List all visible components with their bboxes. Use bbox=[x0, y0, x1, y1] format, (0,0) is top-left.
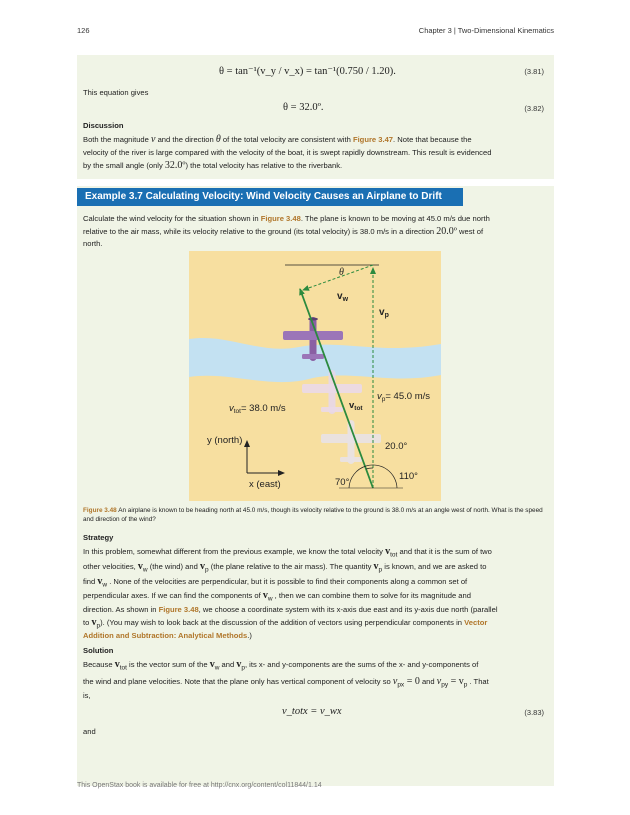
discussion-paragraph-line-2: velocity of the river is large compared with the velocity of the boat, it is swept rapidly downstream. This result is evidenced bbox=[83, 148, 492, 157]
vp-value-label: $v_p= 45.0$ m/s bbox=[377, 391, 430, 403]
footer-text: This OpenStax book is available for free at http://cnx.org/content/col11844/1.14 bbox=[77, 782, 322, 789]
vector-addition-link[interactable]: Vector bbox=[464, 618, 488, 627]
equation-3-81-number: (3.81) bbox=[524, 67, 544, 76]
angle-70-label: 70° bbox=[335, 477, 350, 488]
solution-line-1: Because $v_{tot}$ is the vector sum of the $v_w$ and $v_p$, its x- and y-components are the sums of the x- and y-components of bbox=[83, 659, 479, 672]
vp-label: $v_p$ bbox=[379, 307, 389, 319]
discussion-paragraph-line-1: Both the magnitude v and the direction θ of the total velocity are consistent with Figure 3.47. Note that because the bbox=[83, 134, 472, 145]
equation-3-83-number: (3.83) bbox=[524, 708, 544, 717]
strategy-line-2: other velocities, $v_w$ (the wind) and $v_p$ (the plane relative to the air mass). The quantity $v_p$ is known, and we are asked to bbox=[83, 561, 487, 574]
figure-3-48-link-2[interactable]: Figure 3.48 bbox=[158, 605, 199, 614]
figure-3-48-link[interactable]: Figure 3.48 bbox=[260, 214, 301, 223]
y-axis-label: y (north) bbox=[207, 435, 243, 446]
equation-3-81: θ = tan⁻¹(v_y / v_x) = tan⁻¹(0.750 / 1.20). bbox=[219, 66, 396, 77]
vw-label: $v_w$ bbox=[337, 291, 349, 303]
angle-20-label: 20.0° bbox=[385, 441, 408, 452]
chapter-title: Chapter 3 | Two-Dimensional Kinematics bbox=[418, 26, 554, 35]
example-title: Example 3.7 Calculating Velocity: Wind Velocity Causes an Airplane to Drift bbox=[85, 191, 442, 202]
figure-caption: Figure 3.48 An airplane is known to be heading north at 45.0 m/s, though its velocity relative to the ground is 38.0 m/s at an angle west of north. What is the speed and direction of the wind? bbox=[83, 507, 543, 523]
solution-line-3: is, bbox=[83, 691, 91, 700]
discussion-panel bbox=[77, 55, 554, 179]
example-panel bbox=[77, 186, 554, 786]
x-axis-label: x (east) bbox=[249, 479, 281, 490]
vtot-mid-label: $v_{tot}$ bbox=[349, 400, 363, 412]
solution-line-2: the wind and plane velocities. Note that the plane only has vertical component of velocity so $v_{px} = 0$ and $v_{py} = v_p$ . That bbox=[83, 676, 489, 689]
equation-3-83: v_totx = v_wx bbox=[282, 706, 342, 717]
example-intro-line-1: Calculate the wind velocity for the situation shown in Figure 3.48. The plane is known to be moving at 45.0 m/s due north bbox=[83, 214, 490, 223]
strategy-line-6: to $v_p$). (You may wish to look back at the discussion of the addition of vectors using perpendicular components in Vector bbox=[83, 617, 488, 630]
vtot-value-label: $v_{tot}= 38.0$ m/s bbox=[229, 403, 286, 415]
example-intro-line-3: north. bbox=[83, 239, 103, 248]
figure-3-47-link[interactable]: Figure 3.47 bbox=[352, 135, 394, 144]
equation-3-82: θ = 32.0º. bbox=[283, 102, 324, 113]
example-title-bar bbox=[77, 188, 463, 206]
figure-3-48 bbox=[189, 251, 441, 501]
vector-addition-link-cont[interactable]: Addition and Subtraction: Analytical Methods bbox=[83, 631, 248, 640]
this-equation-gives: This equation gives bbox=[83, 88, 149, 97]
strategy-line-1: In this problem, somewhat different from the previous example, we know the total velocity $v_{tot}$ and that it is the sum of two bbox=[83, 546, 492, 559]
strategy-line-5: direction. As shown in Figure 3.48, we choose a coordinate system with its x-axis due east and its y-axis due north (parallel bbox=[83, 605, 498, 614]
discussion-paragraph-line-3: by the small angle (only 32.0º) the total velocity has relative to the riverbank. bbox=[83, 160, 343, 171]
equation-3-82-number: (3.82) bbox=[524, 104, 544, 113]
example-intro-line-2: relative to the air mass, while its velocity relative to the ground (its total velocity) is 38.0 m/s in a direction 20.0º west of bbox=[83, 226, 484, 237]
strategy-line-4: perpendicular axes. If we can find the components of $v_w$ , then we can combine them to solve for its magnitude and bbox=[83, 590, 471, 603]
solution-and: and bbox=[83, 727, 96, 736]
strategy-heading: Strategy bbox=[83, 533, 114, 542]
page-number: 126 bbox=[77, 26, 90, 35]
solution-heading: Solution bbox=[83, 646, 114, 655]
strategy-line-3: find $v_w$ . None of the velocities are perpendicular, but it is possible to find their components along a common set of bbox=[83, 576, 468, 589]
angle-110-label: 110° bbox=[399, 471, 418, 482]
discussion-heading: Discussion bbox=[83, 121, 124, 130]
theta-label: θ bbox=[339, 267, 344, 278]
strategy-line-7: Addition and Subtraction: Analytical Methods.) bbox=[83, 631, 252, 640]
